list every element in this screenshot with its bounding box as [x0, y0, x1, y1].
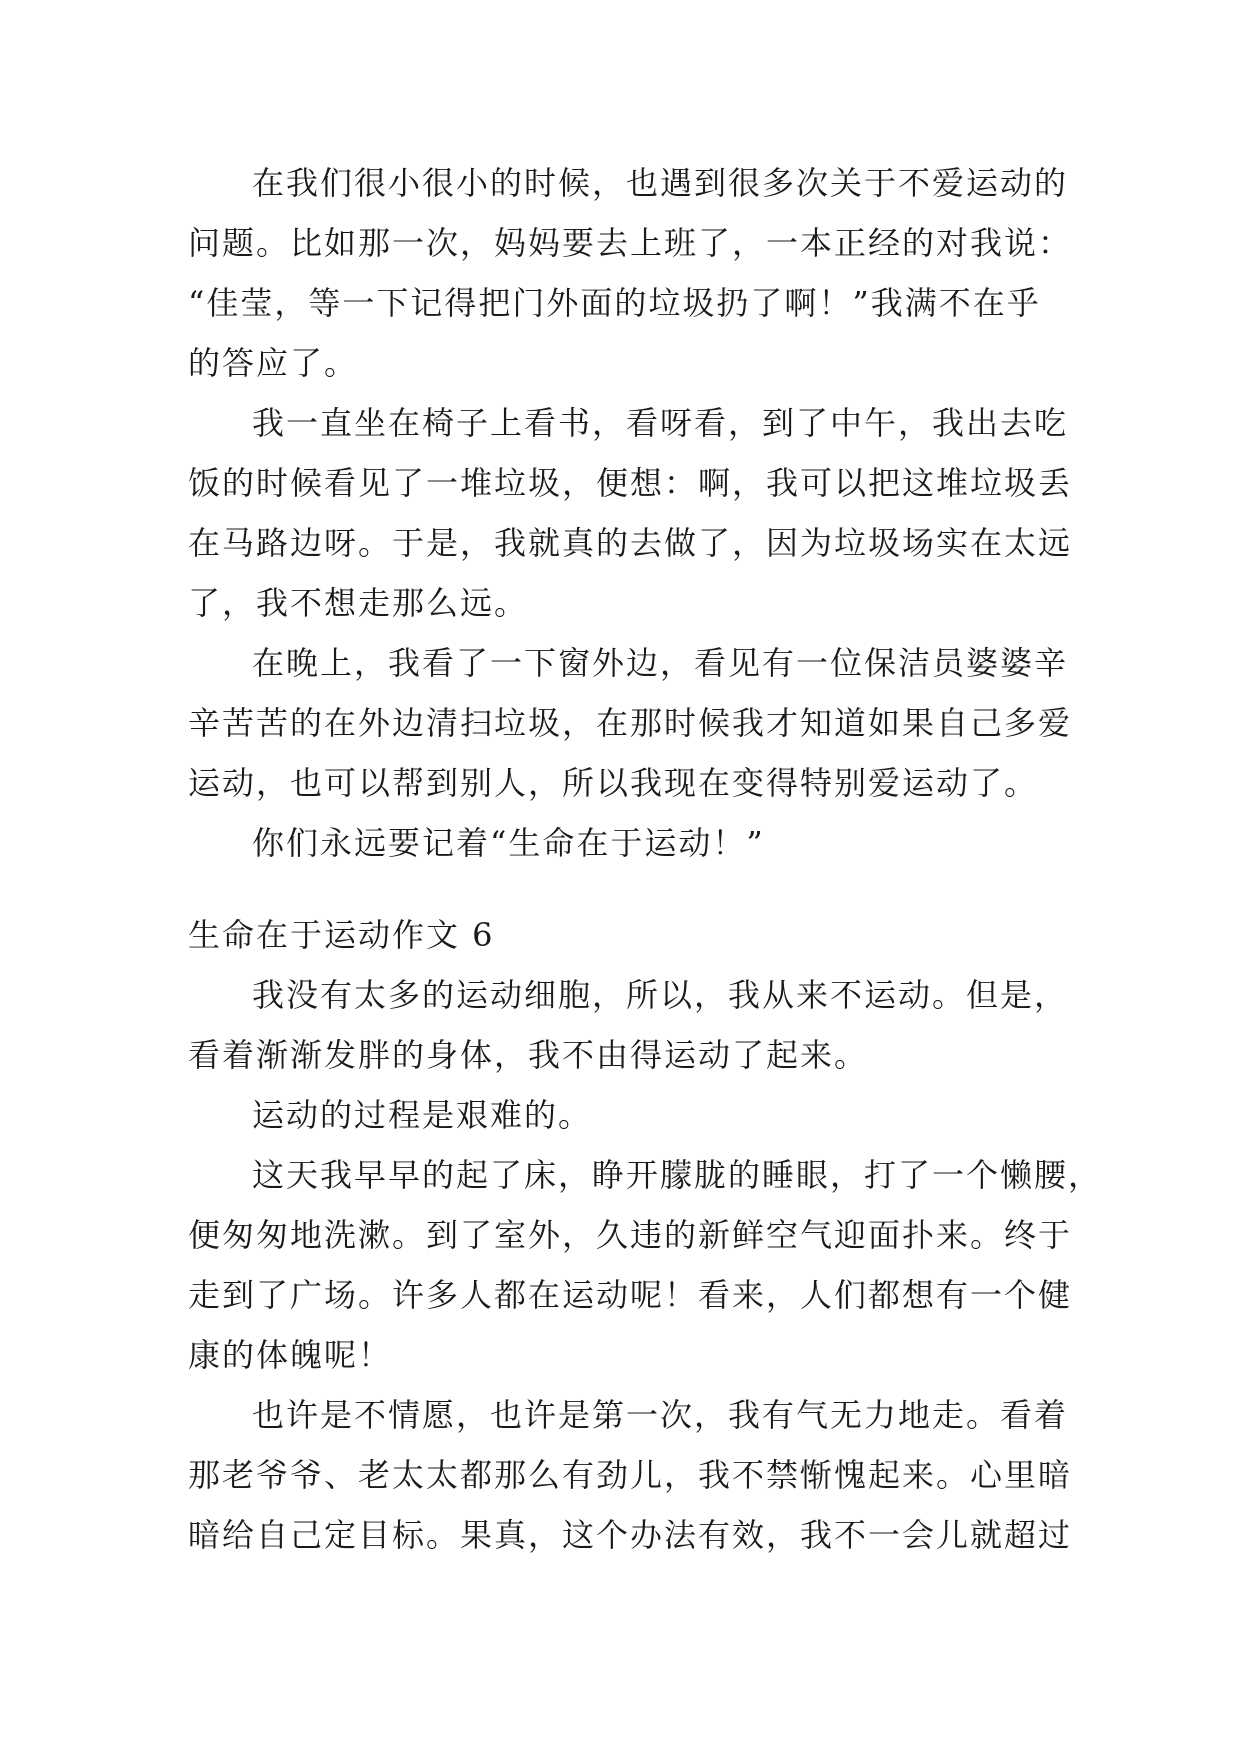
paragraph — [188, 153, 1073, 393]
text-line: 看着渐渐发胖的身体，我不由得运动了起来。 — [188, 1036, 869, 1074]
text-line: 我没有太多的运动细胞，所以，我从来不运动。但是， — [252, 976, 1069, 1014]
text-line: 在我们很小很小的时候，也遇到很多次关于不爱运动的 — [252, 164, 1069, 202]
text-line: 也许是不情愿，也许是第一次，我有气无力地走。看着 — [252, 1396, 1069, 1434]
text-line: 问题。比如那一次，妈妈要去上班了，一本正经的对我说： — [188, 224, 1073, 262]
paragraph — [188, 965, 1069, 1085]
paragraph — [188, 1385, 1073, 1565]
text-line: 运动的过程是艰难的。 — [252, 1096, 593, 1134]
text-line: 了，我不想走那么远。 — [188, 584, 529, 622]
text-line: 运动，也可以帮到别人，所以我现在变得特别爱运动了。 — [188, 764, 1039, 802]
text-line: 你们永远要记着“生命在于运动！” — [252, 824, 765, 862]
text-line: 在晚上，我看了一下窗外边，看见有一位保洁员婆婆辛 — [252, 644, 1069, 682]
text-line: 在马路边呀。于是，我就真的去做了，因为垃圾场实在太远 — [188, 524, 1073, 562]
section-heading: 生命在于运动作文 6 — [188, 916, 495, 954]
text-line: 的答应了。 — [188, 344, 359, 382]
paragraph — [188, 393, 1073, 633]
section-1 — [188, 153, 1073, 873]
text-line: 辛苦苦的在外边清扫垃圾，在那时候我才知道如果自己多爱 — [188, 704, 1073, 742]
text-line: “佳莹，等一下记得把门外面的垃圾扔了啊！”我满不在乎 — [188, 284, 1041, 322]
paragraph — [188, 1145, 1103, 1385]
text-line: 便匆匆地洗漱。到了室外，久违的新鲜空气迎面扑来。终于 — [188, 1216, 1073, 1254]
section-2 — [188, 905, 1103, 1565]
text-line: 这天我早早的起了床，睁开朦胧的睡眼，打了一个懒腰， — [252, 1156, 1103, 1194]
text-line: 走到了广场。许多人都在运动呢！看来，人们都想有一个健 — [188, 1276, 1073, 1314]
paragraph — [188, 813, 1048, 873]
text-line: 暗给自己定目标。果真，这个办法有效，我不一会儿就超过 — [188, 1516, 1073, 1554]
text-line: 饭的时候看见了一堆垃圾，便想：啊，我可以把这堆垃圾丢 — [188, 464, 1073, 502]
text-line: 康的体魄呢！ — [188, 1336, 393, 1374]
paragraph — [188, 1085, 1048, 1145]
paragraph — [188, 633, 1073, 813]
text-line: 我一直坐在椅子上看书，看呀看，到了中午，我出去吃 — [252, 404, 1069, 442]
text-line: 那老爷爷、老太太都那么有劲儿，我不禁惭愧起来。心里暗 — [188, 1456, 1073, 1494]
